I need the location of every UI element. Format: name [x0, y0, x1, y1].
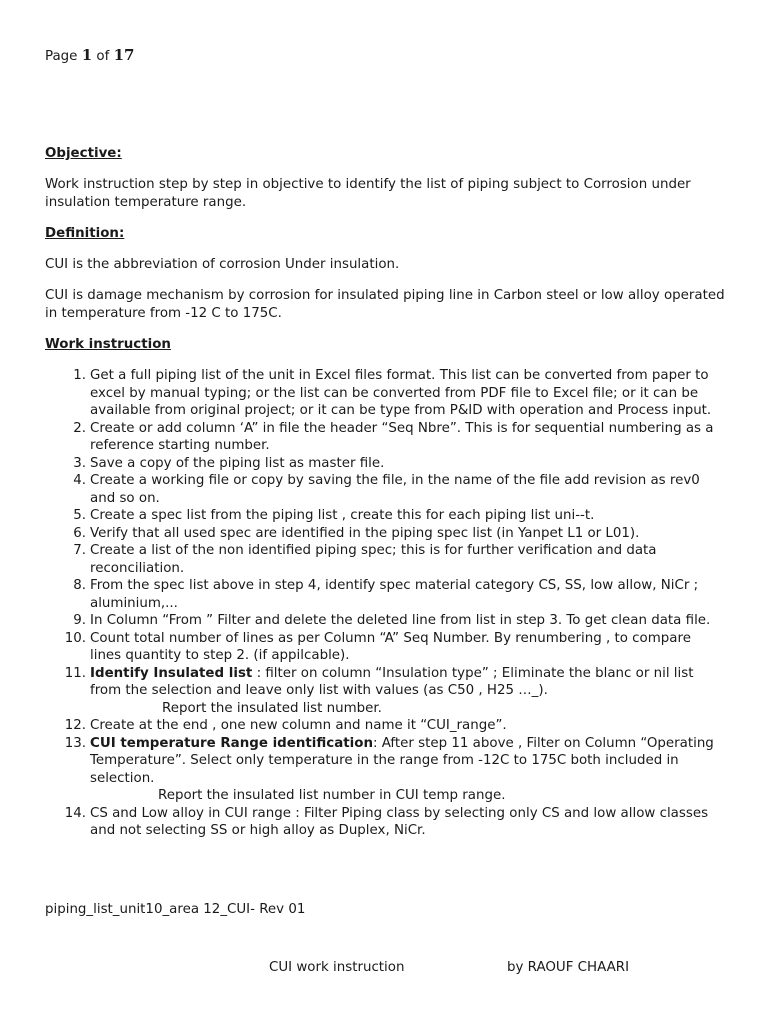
step-text: Save a copy of the piping list as master file.	[90, 455, 385, 471]
step-item	[45, 542, 725, 577]
step-number: 10.	[64, 630, 86, 646]
step-number: 13.	[64, 735, 86, 751]
step-item	[45, 455, 725, 473]
step-item	[45, 577, 725, 612]
page-label: Page	[45, 49, 78, 64]
step-text: Verify that all used spec are identified in the piping spec list (in Yanpet L1 or L01).	[90, 525, 640, 541]
step-number: 3.	[73, 455, 86, 471]
step-report-line: Report the insulated list number in CUI temp range.	[158, 788, 506, 803]
step-item	[45, 420, 725, 455]
step-number: 11.	[64, 665, 86, 681]
step-item	[45, 717, 725, 735]
step-item	[45, 805, 725, 840]
step-text: Count total number of lines as per Column “A” Seq Number. By renumbering , to compare lines quantity to step 2. (if appilcable).	[90, 630, 691, 663]
step-text: : After step 11 above , Filter on Column “Operating Temperature”. Select only temperature in the range from -12C to 175C both included in selection.	[90, 735, 714, 786]
definition-para-1: CUI is the abbreviation of corrosion Under insulation.	[45, 257, 400, 272]
definition-heading: Definition:	[45, 226, 125, 241]
document-body	[45, 145, 725, 840]
step-number: 8.	[73, 578, 86, 593]
step-number: 4.	[73, 473, 86, 488]
step-text: Create a list of the non identified piping spec; this is for further verification and data reconciliation.	[90, 543, 657, 576]
step-number: 6.	[73, 525, 86, 541]
step-item	[45, 630, 725, 665]
step-item	[45, 612, 725, 630]
step-text: Create a spec list from the piping list , create this for each piping list uni--t.	[90, 508, 595, 523]
work-instruction-heading: Work instruction	[45, 337, 171, 352]
objective-heading: Objective:	[45, 146, 122, 161]
footer-author: by RAOUF CHAARI	[507, 960, 630, 975]
page-of: of	[96, 49, 110, 64]
step-text: Create a working file or copy by saving the file, in the name of the file add revision as rev0 and so on.	[90, 473, 700, 506]
work-instruction-steps	[45, 367, 725, 840]
step-number: 7.	[73, 543, 86, 558]
step-text: CS and Low alloy in CUI range : Filter Piping class by selecting only CS and low allow classes and not selecting SS or high alloy as Duplex, NiCr.	[90, 805, 709, 838]
step-text: In Column “From ” Filter and delete the deleted line from list in step 3. To get clean data file.	[90, 613, 711, 628]
step-item	[45, 472, 725, 507]
step-item	[45, 525, 725, 543]
footer-doc-title: CUI work instruction	[269, 960, 405, 975]
step-item	[45, 665, 725, 718]
page-header	[45, 46, 134, 64]
definition-para-2: CUI is damage mechanism by corrosion for insulated piping line in Carbon steel or low alloy operated in temperature from -12 C to 175C.	[45, 288, 725, 321]
step-item	[45, 507, 725, 525]
step-number: 1.	[73, 368, 86, 383]
step-text: From the spec list above in step 4, identify spec material category CS, SS, low allow, NiCr ; aluminium,...	[90, 578, 699, 611]
page-total: 17	[113, 46, 135, 64]
step-item	[45, 735, 725, 805]
step-text: Create or add column ‘A” in file the header “Seq Nbre”. This is for sequential numbering as a reference starting number.	[90, 420, 714, 453]
objective-text: Work instruction step by step in objective to identify the list of piping subject to Corrosion under insulation temperature range.	[45, 177, 691, 210]
step-item	[45, 367, 725, 420]
page-current: 1	[81, 46, 93, 64]
step-bold-label: CUI temperature Range identification	[90, 735, 373, 751]
step-text: Get a full piping list of the unit in Excel files format. This list can be converted from paper to excel by manual typing; or the list can be converted from PDF file to Excel file; or it can be available from original project; or it can be type from P&ID with operation and Process input.	[90, 368, 712, 418]
step-report-line: Report the insulated list number.	[162, 700, 382, 716]
step-number: 12.	[64, 718, 86, 733]
step-text: Create at the end , one new column and name it “CUI_range”.	[90, 718, 507, 733]
footer-filename: piping_list_unit10_area 12_CUI- Rev 01	[45, 902, 306, 917]
step-text: : filter on column “Insulation type” ; Eliminate the blanc or nil list from the selection and leave only list with values (as C50 , H25 …_).	[90, 665, 694, 698]
step-number: 14.	[64, 805, 86, 821]
step-number: 5.	[73, 508, 86, 523]
step-number: 9.	[73, 613, 86, 628]
step-number: 2.	[73, 420, 86, 436]
step-bold-label: Identify Insulated list	[90, 665, 253, 681]
